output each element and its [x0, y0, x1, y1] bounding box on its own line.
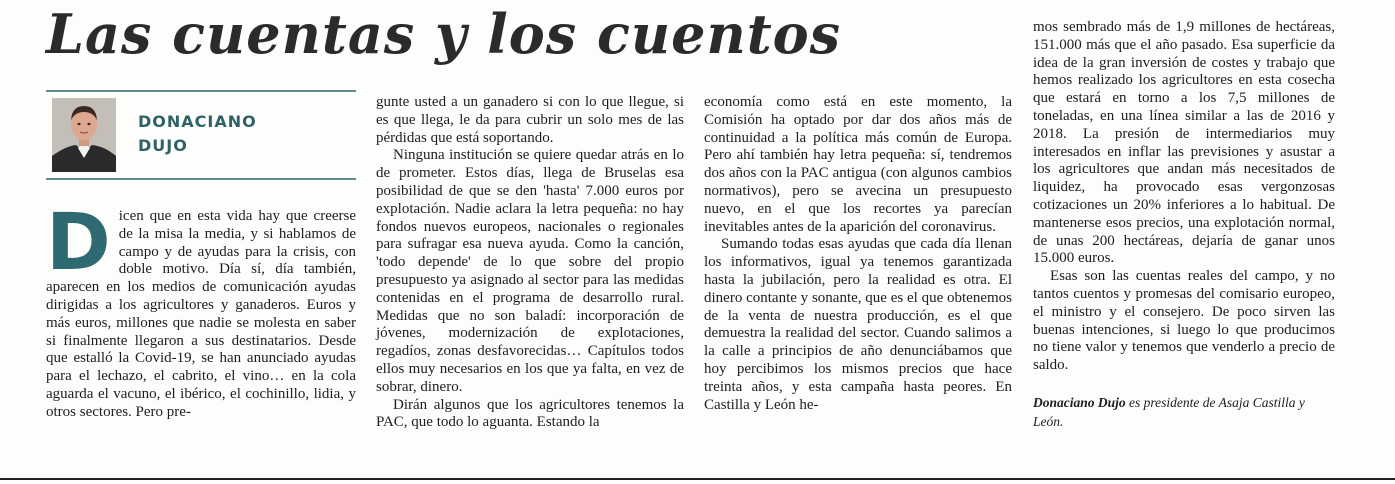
- paragraph: Sumando todas esas ayudas que cada día llenan los informativos, igual ya tenemos garantizada hasta la jubilación, pero la realidad es otra. El dinero contante y sonante, que es el que obtenemos de la venta de nuestra producción, es el que demuestra la realidad del sector. Cuando salimos a la calle a principios de año denunciábamos que hoy percibimos los mismos precios que hace treinta años, y esta campaña hasta peores. En Castilla y León he-: [704, 236, 1012, 413]
- bottom-rule: [0, 478, 1395, 480]
- paragraph: Esas son las cuentas reales del campo, y no tantos cuentos y promesas del comisario europeo, el ministro y el consejero. De poco sirven las buenas intenciones, si luego lo que producimos no tiene valor y tenemos que venderlo a precio de saldo.: [1033, 268, 1335, 374]
- author-first-name: DONACIANO: [138, 112, 257, 131]
- bio-text: es presidente de Asaja Castilla y León.: [1033, 394, 1305, 429]
- author-photo: [52, 98, 116, 172]
- author-bio: [1033, 393, 1335, 431]
- paragraph: gunte usted a un ganadero si con lo que llegue, si es que llega, le da para cubrir un solo mes de las pérdidas que está soportando.: [376, 94, 684, 146]
- article-title: Las cuentas y los cuentos: [46, 2, 842, 66]
- paragraph: Dirán algunos que los agricultores tenemos la PAC, que todo lo aguanta. Estando la: [376, 396, 684, 431]
- paragraph: Ninguna institución se quiere quedar atrás en lo de prometer. Estos días, llega de Bruselas esa posibilidad de que se den 'hasta' 7.000 euros por explotación. Nadie aclara la letra pequeña: no hay fondos nuevos europeos, nacionales o regionales para sufragar esa nueva ayuda. Como la canción, 'todo depende' de lo que sobre del propio presupuesto ya asignado al sector para las medidas contenidas en el programa de desarrollo rural. Medidas que no son baladí: incorporación de jóvenes, modernización de explotaciones, regadíos, zonas desfavorecidas… Capítulos todos ellos muy necesarios en los que ya falta, en vez de sobrar, dinero.: [376, 147, 684, 395]
- paragraph: mos sembrado más de 1,9 millones de hectáreas, 151.000 más que el año pasado. Esa superficie da idea de la gran inversión de costes y trabajo que hemos realizado los agricultores en esta cosecha que estará en torno a los 7,5 millones de toneladas, en una línea similar a las de 2016 y 2018. La presión de intermediarios muy interesados en inflar las previsiones y asustar a los agricultores que andan más necesitados de liquidez, ha provocado esas vergonzosas cotizaciones un 20% inferiores a lo habitual. De mantenerse esos precios, una explotación normal, de unas 200 hectáreas, dejaría de ganar unos 15.000 euros.: [1033, 19, 1335, 267]
- paragraph: [46, 198, 356, 422]
- author-last-name: DUJO: [138, 136, 188, 155]
- paragraph-text: icen que en esta vida hay que creerse de la misa la media, y si hablamos de campo y de ayudas para la crisis, con doble motivo. Día sí, día también, aparecen en los medios de comunicación ayudas dirigidas a los agricultores y ganaderos. Euros y más euros, millones que nadie se molesta en saber si finalmente llegaron a sus destinatarios. Desde que estalló la Covid-19, se han anunciado ayudas para el lechazo, el cabrito, el vino… en la cola aguarda el vacuno, el ibérico, el cochinillo, lidia, y otros sectores. Pero pre-: [46, 208, 356, 420]
- drop-cap: D: [46, 198, 111, 288]
- author-name: [138, 110, 257, 158]
- column-2: [376, 94, 684, 432]
- column-3: [704, 94, 1012, 414]
- bio-name: Donaciano Dujo: [1033, 394, 1126, 410]
- column-4: [1033, 19, 1335, 431]
- paragraph: economía como está en este momento, la Comisión ha optado por dar dos años más de continuidad a la política más común de Europa. Pero ahí también hay letra pequeña: sí, tendremos dos años con la PAC antigua (con algunos cambios normativos), pero se avecina un presupuesto nuevo, en el que los recortes ya parecían inevitables antes de la aparición del coronavirus.: [704, 94, 1012, 235]
- author-byline: [46, 90, 356, 180]
